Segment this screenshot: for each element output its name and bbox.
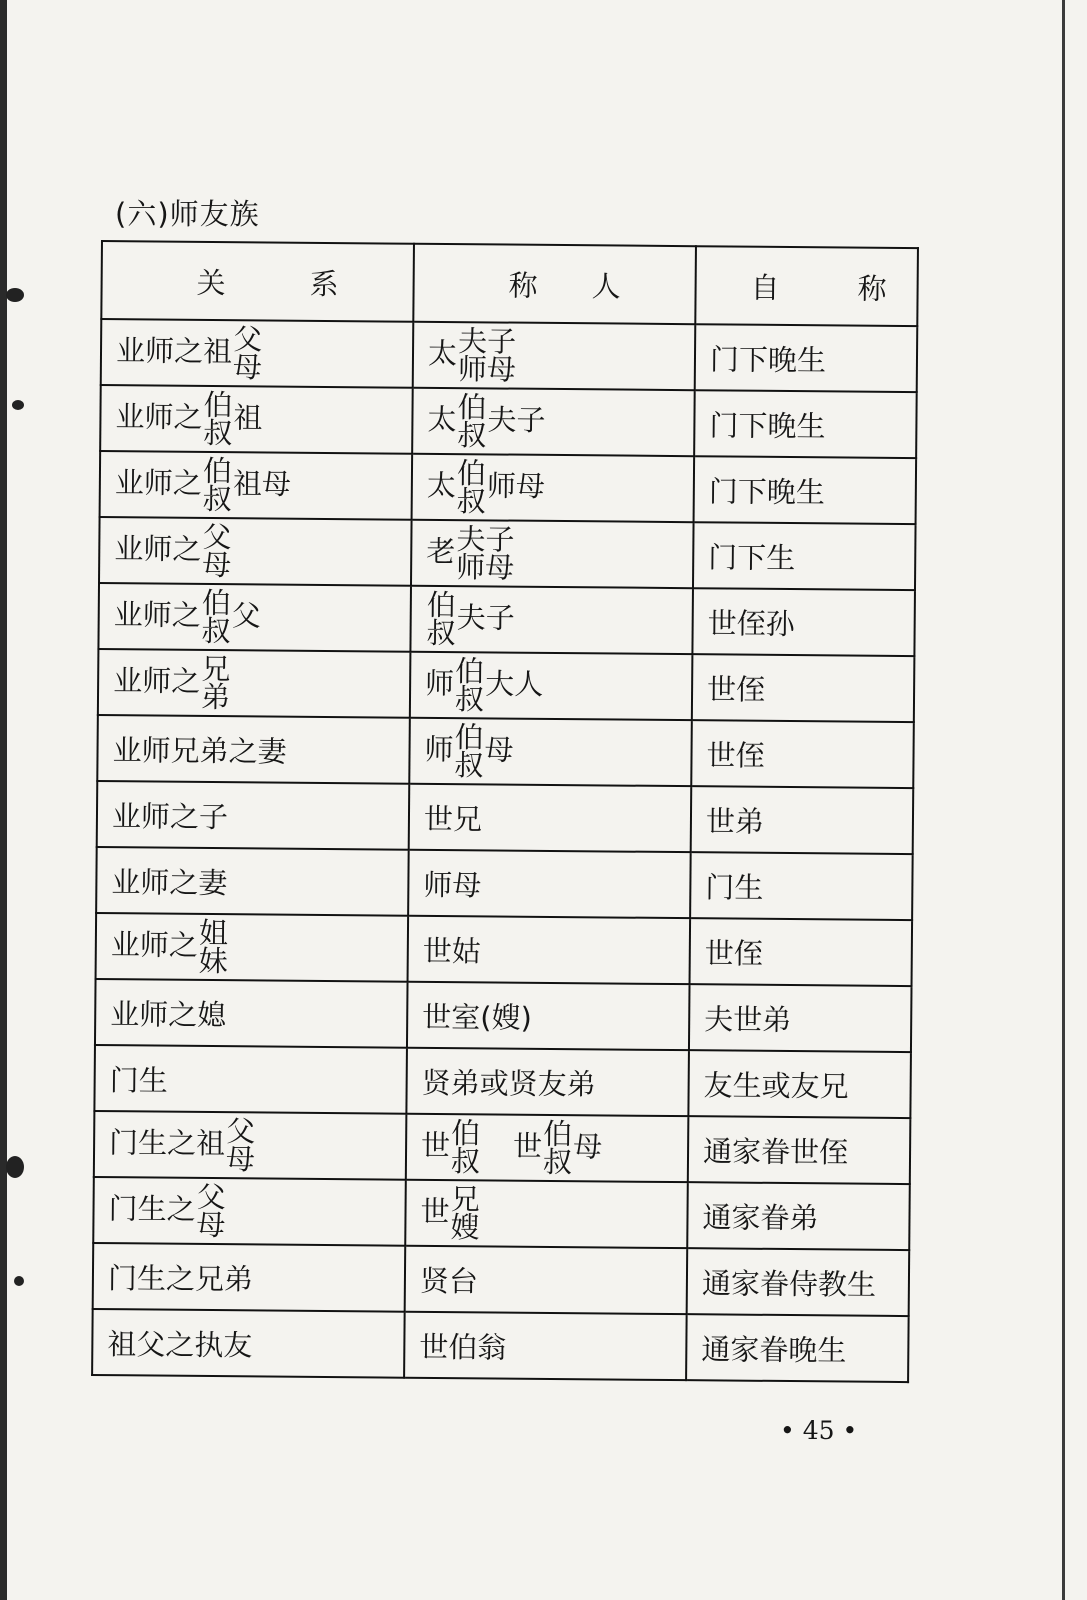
ink-speck [12,400,24,410]
stacked-term: 母 [196,1207,226,1243]
address-cell [409,784,692,852]
self-address-cell [689,984,912,1052]
term-text: 世侄孙 [707,605,795,641]
term-text: 世姑 [422,933,481,968]
term-text: 门下晚生 [708,473,825,509]
relation-cell [94,1045,407,1114]
header-char: 系 [309,266,339,301]
term-text: 世兄 [423,801,483,836]
stacked-term: 父 [202,519,232,554]
stacked-alternatives [456,521,515,585]
stacked-term: 嫂 [450,1210,480,1245]
term-text: 业师兄弟之妻 [112,732,287,769]
table-row [101,319,918,392]
stacked-term: 夫子 [456,521,515,557]
address-cell [408,850,691,918]
relation-cell [99,517,412,586]
table-row [93,1177,910,1250]
scan-right-edge [1062,0,1065,1600]
stacked-alternatives [454,719,484,783]
address-cell [404,1312,687,1380]
relation-cell [92,1309,405,1378]
relation-cell [98,583,411,652]
term-text: 师 [424,665,455,701]
term-text: 通家眷侍教生 [701,1265,877,1302]
relation-cell [93,1243,406,1312]
stacked-alternatives [450,1181,480,1245]
relation-cell [94,1111,407,1180]
self-address-cell [693,522,916,590]
stacked-alternatives [202,519,232,583]
stacked-alternatives [450,1115,481,1179]
self-address-cell [688,1050,911,1118]
stacked-term: 伯 [202,453,233,488]
self-address-cell [694,390,917,458]
kinship-table-wrapper [91,240,917,1383]
table-row [94,1045,911,1118]
address-cell [406,1048,689,1116]
address-cell [409,718,692,786]
term-text: 门下晚生 [709,341,827,377]
stacked-alternatives [542,1116,573,1180]
stacked-term: 兄 [201,651,231,686]
stacked-alternatives [457,323,517,387]
self-address-cell [691,720,914,788]
header-char: 称 [508,268,538,303]
stacked-alternatives [198,915,229,979]
stacked-term: 叔 [202,481,232,517]
term-text: 大人 [485,666,544,701]
stacked-term: 伯 [426,587,456,622]
term-text: 世侄 [704,935,763,971]
address-cell [408,916,691,984]
term-text: 世 [420,1127,451,1163]
term-text: 世伯翁 [419,1329,507,1365]
term-text: 通家眷世侄 [702,1133,849,1170]
self-address-cell [688,1116,911,1184]
stacked-alternatives [457,389,487,453]
stacked-term: 叔 [456,484,486,519]
relation-cell [100,451,413,520]
term-text: 门生之 [108,1191,196,1226]
term-text: 业师之祖 [115,333,233,369]
stacked-alternatives [456,455,487,519]
address-cell [406,1114,689,1182]
address-cell [412,388,695,456]
address-cell [405,1246,688,1314]
stacked-term: 伯 [456,455,487,490]
term-text: 贤弟或贤友弟 [421,1065,596,1101]
term-text: 老 [426,533,456,569]
self-address-cell [694,456,917,524]
stacked-term: 师母 [456,550,515,585]
address-cell [407,982,690,1050]
term-text: 世侄 [706,671,766,707]
term-text: 太 [427,335,458,371]
term-text: 母 [573,1129,603,1164]
term-text: 门下生 [708,539,796,575]
term-text: 业师之 [110,927,199,962]
term-text: 世 [420,1193,450,1229]
term-text: 通家眷晚生 [701,1331,847,1368]
stacked-term: 母 [232,350,263,385]
self-address-cell [692,654,915,722]
stacked-term: 父 [226,1113,256,1148]
table-row [99,517,916,590]
term-text: 门生 [705,869,764,905]
header-char: 称 [857,271,887,306]
table-row [98,649,915,722]
stacked-term: 师母 [457,352,517,387]
term-text: 母 [484,732,514,767]
self-address-cell [695,324,918,392]
relation-cell [97,781,410,850]
term-text: 师母 [486,468,546,503]
ink-speck [14,1276,24,1286]
term-text: 门生之祖 [108,1125,226,1161]
kinship-table [91,240,919,1383]
stacked-term: 伯 [455,653,485,688]
stacked-alternatives [426,587,456,651]
address-cell [405,1180,688,1248]
term-text: 业师之 [113,597,201,632]
term-text: 父 [231,598,261,633]
ink-speck [6,288,24,302]
self-address-cell [686,1314,909,1382]
term-text: 夫子 [487,402,546,437]
address-cell [413,322,696,390]
stacked-term: 叔 [454,682,485,717]
ink-speck [6,1156,24,1178]
stacked-alternatives [232,321,263,385]
stacked-term: 叔 [450,1144,481,1179]
stacked-term: 叔 [203,415,233,451]
address-cell [411,520,694,588]
table-body [92,319,917,1382]
term-text: 业师之 [114,465,203,500]
table-row [97,781,914,854]
term-text: 贤台 [419,1263,479,1298]
term-text: 师母 [423,867,482,902]
stacked-term: 弟 [200,679,231,715]
stacked-term: 叔 [201,613,231,649]
term-text: 世弟 [705,803,765,839]
table-row [93,1243,910,1316]
stacked-term: 伯 [201,585,232,620]
relation-cell [95,979,408,1048]
header-char: 自 [750,270,780,305]
stacked-alternatives [202,453,233,517]
table-row [94,1111,911,1184]
term-text: 友生或友兄 [703,1067,849,1104]
stacked-term: 叔 [426,615,456,651]
table-row [100,385,917,458]
stacked-term: 伯 [451,1115,481,1150]
stacked-term: 夫子 [458,323,517,359]
term-text: 世 [512,1128,543,1163]
table-row [96,847,913,920]
term-text: 业师之子 [111,798,229,834]
term-text: 业师之妻 [111,864,228,900]
term-text: 通家眷弟 [702,1199,819,1235]
term-text: 世室(嫂) [422,999,533,1035]
stacked-alternatives [196,1179,226,1243]
relation-cell [97,715,410,784]
term-text: 业师之 [115,399,203,434]
scan-left-edge [0,0,7,1600]
stacked-alternatives [225,1113,256,1177]
term-text: 夫世弟 [704,1001,792,1037]
term-text: 祖父之执友 [107,1326,253,1362]
term-text: 世侄 [706,737,765,773]
relation-cell [96,847,409,916]
relation-cell [101,319,414,388]
stacked-term: 父 [196,1179,226,1214]
address-cell [410,586,693,654]
self-address-cell [690,918,913,986]
stacked-alternatives [200,651,231,715]
relation-cell [96,913,409,982]
header-address-other [413,244,696,324]
header-row [101,241,918,326]
relation-cell [100,385,413,454]
stacked-term: 伯 [457,389,487,424]
term-text: 门生之兄弟 [107,1260,254,1296]
self-address-cell [690,852,913,920]
address-cell [412,454,695,522]
header-char: 人 [591,268,621,304]
self-address-cell [687,1182,910,1250]
term-text: 师 [424,731,454,767]
term-text: 门生 [109,1062,168,1098]
stacked-term: 姐 [198,915,229,950]
stacked-term: 伯 [454,719,484,754]
self-address-cell [691,786,914,854]
stacked-term: 伯 [543,1116,573,1151]
stacked-alternatives [454,653,485,717]
term-text: 业师之媳 [110,996,227,1032]
table-row [95,979,912,1052]
section-title: (六)师友族 [115,197,260,231]
page-number: • 45 • [780,1416,858,1445]
stacked-term: 父 [233,321,263,357]
table-row [100,451,917,524]
table-row [98,583,915,656]
header-char: 关 [196,265,226,300]
stacked-term: 母 [202,547,232,583]
stacked-term: 母 [225,1142,256,1177]
term-text: 祖母 [232,466,292,501]
header-address-self [695,246,918,326]
term-text: 门下晚生 [709,407,826,443]
term-text: 业师之 [114,531,202,566]
stacked-term: 兄 [450,1181,480,1216]
term-text: 太 [426,467,457,503]
table-row [97,715,914,788]
self-address-cell [692,588,915,656]
address-cell [410,652,693,720]
stacked-alternatives [203,387,233,451]
self-address-cell [687,1248,910,1316]
stacked-alternatives [201,585,232,649]
stacked-term: 叔 [454,748,484,783]
relation-cell [98,649,411,718]
stacked-term: 妹 [198,943,228,979]
stacked-term: 伯 [203,387,233,422]
term-text: 夫子 [456,600,515,635]
header-relation [101,241,414,322]
table-row [96,913,913,986]
term-text: 祖 [233,400,263,435]
stacked-term: 叔 [457,418,487,453]
term-text: 太 [427,401,457,437]
stacked-term: 叔 [542,1144,573,1180]
table-row [92,1309,909,1382]
term-text: 业师之 [113,663,201,698]
relation-cell [93,1177,406,1246]
